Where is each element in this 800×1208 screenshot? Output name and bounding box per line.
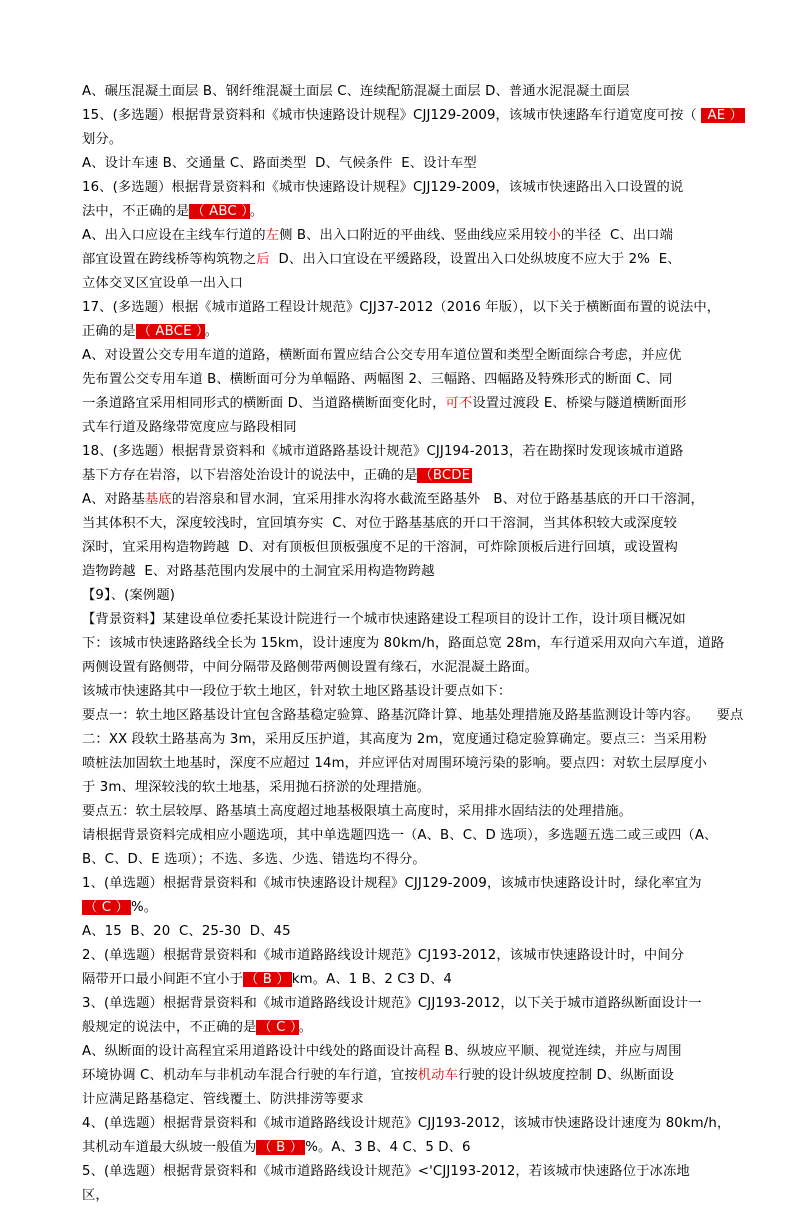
text-line [82, 680, 722, 704]
text-line [82, 152, 722, 176]
text-segment: 4、(单选题）根据背景资料和《城市道路路线设计规范》CJJ193-2012，该城市快速路设计速度为 80km/h， [82, 1116, 731, 1131]
text-line [82, 392, 722, 416]
text-segment: 其机动车道最大纵坡一般值为 [82, 1140, 257, 1155]
answer-highlight: （ B ） [258, 1140, 304, 1155]
text-segment: 要点五：软土层较厚、路基填土高度超过地基极限填土高度时，采用排水固结法的处理措施。 [82, 804, 633, 819]
text-line [82, 1016, 722, 1040]
text-segment: 【背景资料】某建设单位委托某设计院进行一个城市快速路建设工程项目的设计工作，设计项目概况如 [82, 612, 686, 627]
text-segment: 该城市快速路其中一段位于软土地区，针对软土地区路基设计要点如下： [82, 684, 512, 699]
text-segment: 基下方存在岩溶，以下岩溶处治设计的说法中，正确的是 [82, 468, 418, 483]
text-segment: 的半径 C、出口端 [561, 228, 674, 243]
text-line [82, 368, 722, 392]
text-line [82, 344, 722, 368]
red-emphasis: 机动车 [417, 1068, 459, 1083]
text-line [82, 632, 725, 656]
text-segment: 18、(多选题）根据背景资料和《城市道路路基设计规范》CJJ194-2013，若在勘探时发现该城市道路 [82, 444, 684, 459]
text-segment: 法中，不正确的是 [82, 204, 190, 219]
text-line [82, 1160, 722, 1184]
text-line [82, 248, 722, 272]
text-line [82, 608, 722, 632]
text-segment: 划分。 [82, 132, 123, 147]
text-line [82, 224, 722, 248]
text-line [82, 416, 722, 440]
text-segment: 环境协调 C、机动车与非机动车混合行驶的车行道，宜按 [82, 1068, 418, 1083]
text-line [82, 584, 722, 608]
red-emphasis: 基底 [144, 492, 172, 507]
text-line [82, 464, 722, 488]
text-line [82, 128, 722, 152]
text-segment: 造物跨越 E、对路基范围内发展中的土洞宜采用构造物跨越 [82, 564, 435, 579]
text-segment: 先布置公交专用车道 B、横断面可分为单幅路、两幅图 2、三幅路、四幅路及特殊形式的断面 C、同 [82, 372, 673, 387]
text-segment: 式车行道及路缘带宽度应与路段相同 [82, 420, 297, 435]
text-line [82, 704, 744, 728]
text-line [82, 1040, 722, 1064]
text-segment: 1、(单选题）根据背景资料和《城市快速路设计规程》CJJ129-2009，该城市快速路设计时，绿化率宜为 [82, 876, 702, 891]
text-segment: 二：XX 段软土路基高为 3m，采用反压护道，其高度为 2m，宽度通过稳定验算确定。要点三：当采用粉 [82, 732, 707, 747]
answer-highlight: （ ABC ） [191, 204, 248, 219]
text-segment: A、设计车速 B、交通量 C、路面类型 D、气候条件 E、设计车型 [82, 156, 477, 171]
text-line [82, 1136, 722, 1160]
text-segment: 3、(单选题）根据背景资料和《城市道路路线设计规范》CJJ193-2012，以下关于城市道路纵断面设计一 [82, 996, 702, 1011]
answer-highlight: （ C ） [258, 1020, 297, 1035]
text-segment: 于 3m、埋深较浅的软土地基，采用抛石挤淤的处理措施。 [82, 780, 431, 795]
text-line [82, 824, 722, 848]
text-line [82, 176, 722, 200]
text-line [82, 992, 722, 1016]
text-line [82, 896, 722, 920]
text-segment: A、15 B、20 C、25-30 D、45 [82, 924, 291, 939]
text-line [82, 656, 722, 680]
text-segment: 要点一：软土地区路基设计宜包含路基稳定验算、路基沉降计算、地基处理措施及路基监测设计等内容。 要点 [82, 708, 744, 723]
text-line [82, 800, 722, 824]
text-segment: A、出入口应设在主线车行道的 [82, 228, 266, 243]
text-segment: 喷桩法加固软土地基时，深度不应超过 14m，并应评估对周围环境污染的影响。要点四：对软土层厚度小 [82, 756, 707, 771]
text-segment: 2、(单选题）根据背景资料和《城市道路路线设计规范》CJ193-2012，该城市快速路设计时，中间分 [82, 948, 685, 963]
text-line [82, 296, 722, 320]
text-segment: 17、(多选题）根据《城市道路工程设计规范》CJJ37-2012（2016 年版），以下关于横断面布置的说法中， [82, 300, 721, 315]
red-emphasis: 左 [265, 228, 280, 243]
text-segment: 。 [204, 324, 219, 339]
text-segment: 计应满足路基稳定、管线覆土、防洪排涝等要求 [82, 1092, 364, 1107]
text-segment: 下：该城市快速路路线全长为 15km，设计速度为 80km/h，路面总宽 28m，车行道采用双向六车道，道路 [82, 636, 725, 651]
text-segment: D、出入口宜设在平缓路段，设置出入口处纵坡度不应大于 2% E、 [269, 252, 681, 267]
text-line [82, 872, 722, 896]
text-segment: 区， [82, 1188, 109, 1203]
text-segment: 。 [298, 1020, 313, 1035]
text-line [82, 776, 722, 800]
answer-highlight: （ C ） [84, 900, 129, 915]
text-segment: A、对设置公交专用车道的道路，横断面布置应结合公交专用车道位置和类型全断面综合考虑，并应优 [82, 348, 682, 363]
answer-highlight: （ ABCE ） [137, 324, 203, 339]
text-segment: 隔带开口最小间距不宜小于 [82, 972, 244, 987]
text-segment: 部宜设置在跨线桥等构筑物之 [82, 252, 257, 267]
text-segment: 般规定的说法中，不正确的是 [82, 1020, 257, 1035]
red-emphasis: 可不 [445, 396, 473, 411]
text-line [82, 848, 722, 872]
text-line [82, 536, 722, 560]
answer-highlight: （BCDE [419, 468, 471, 483]
text-segment: 。 [249, 204, 264, 219]
text-segment: 请根据背景资料完成相应小题选项，其中单选题四选一（A、B、C、D 选项），多选题五选二或三或四（A、 [82, 828, 718, 843]
text-segment: 正确的是 [82, 324, 136, 339]
red-emphasis: 后 [256, 252, 270, 267]
text-segment: A、碾压混凝土面层 B、钢纤维混凝土面层 C、连续配筋混凝土面层 D、普通水泥混凝土面层 [82, 84, 630, 99]
answer-highlight: （ B ） [245, 972, 290, 987]
text-line [82, 440, 722, 464]
text-line [82, 560, 722, 584]
text-line [82, 944, 722, 968]
text-segment: A、纵断面的设计高程宜采用道路设计中线处的路面设计高程 B、纵坡应平顺、视觉连续，并应与周围 [82, 1044, 682, 1059]
text-segment: 深时，宜采用构造物跨越 D、对有顶板但顶板强度不足的干溶洞，可炸除顶板后进行回填，或设置构 [82, 540, 678, 555]
red-emphasis: 小 [547, 228, 561, 243]
text-line [82, 1088, 722, 1112]
text-line [82, 272, 722, 296]
text-segment: %。A、3 B、4 C、5 D、6 [305, 1140, 471, 1155]
text-segment: 16、(多选题）根据背景资料和《城市快速路设计规程》CJJ129-2009，该城市快速路出入口设置的说 [82, 180, 684, 195]
text-line [82, 1064, 722, 1088]
answer-highlight: AE ） [703, 108, 743, 123]
text-segment: 5、(单选题）根据背景资料和《城市道路路线设计规范》<'CJJ193-2012，若该城市快速路位于冰冻地 [82, 1164, 690, 1179]
text-segment: %。 [130, 900, 158, 915]
text-segment: 一条道路宜采用相同形式的横断面 D、当道路横断面变化时， [82, 396, 446, 411]
text-line [82, 1184, 722, 1208]
text-line [82, 320, 722, 344]
text-line [82, 104, 743, 128]
text-line [82, 728, 722, 752]
text-line [82, 1112, 731, 1136]
text-line [82, 200, 722, 224]
text-segment: 【9】、(案例题) [82, 588, 176, 603]
text-segment: 立体交叉区宜设单一出入口 [82, 276, 244, 291]
text-segment: 行驶的设计纵坡度控制 D、纵断面设 [458, 1068, 674, 1083]
text-line [82, 80, 722, 104]
text-segment: A、对路基 [82, 492, 145, 507]
text-segment: B、C、D、E 选项）；不选、多选、少选、错选均不得分。 [82, 852, 426, 867]
text-segment: 侧 B、出入口附近的平曲线、竖曲线应采用较 [279, 228, 548, 243]
text-segment: 15、(多选题）根据背景资料和《城市快速路设计规程》CJJ129-2009，该城市快速路车行道宽度可按（ [82, 108, 702, 123]
text-segment: 设置过渡段 E、桥梁与隧道横断面形 [472, 396, 687, 411]
text-line [82, 488, 722, 512]
text-segment: 当其体积不大，深度较浅时，宜回填夯实 C、对位于路基基底的开口干溶洞，当其体积较大或深度较 [82, 516, 678, 531]
text-line [82, 752, 722, 776]
document-page [82, 80, 744, 1208]
text-line [82, 920, 722, 944]
text-segment: 的岩溶泉和冒水洞，宜采用排水沟将水截流至路基外 B、对位于路基基底的开口干溶洞， [171, 492, 704, 507]
text-line [82, 968, 722, 992]
text-line [82, 512, 722, 536]
text-segment: km。A、1 B、2 C3 D、4 [291, 972, 452, 987]
text-segment: 两侧设置有路侧带，中间分隔带及路侧带两侧设置有缘石，水泥混凝土路面。 [82, 660, 539, 675]
